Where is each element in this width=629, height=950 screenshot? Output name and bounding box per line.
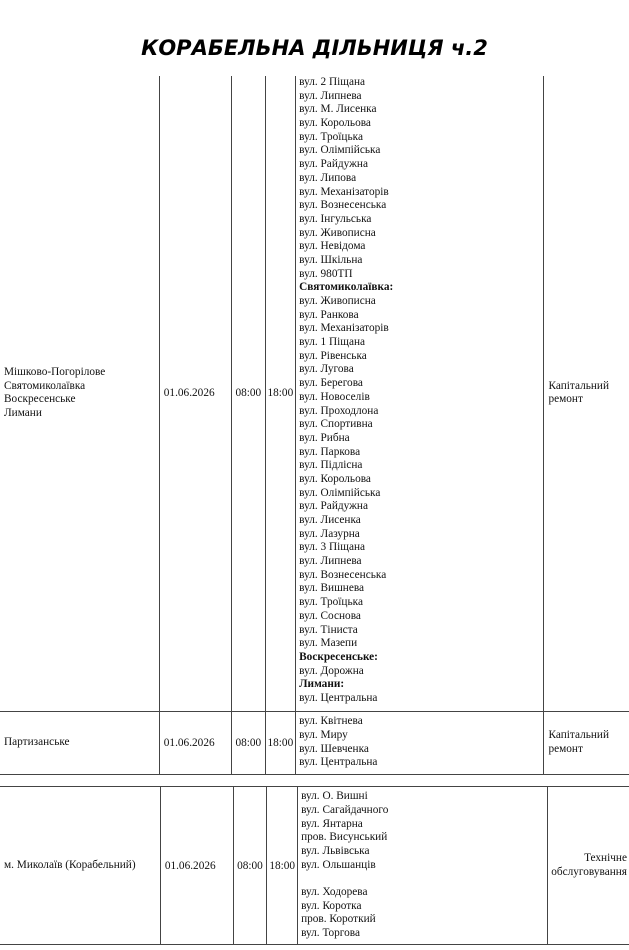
street-item: пров. Висунський	[301, 831, 388, 844]
streets-cell	[296, 711, 544, 774]
street-item: вул. Новоселів	[299, 390, 370, 403]
work-type-cell	[544, 711, 629, 774]
street-item: вул. Корольова	[299, 117, 371, 130]
street-item: вул. Дорожна	[299, 664, 364, 677]
settlement-names	[4, 366, 155, 421]
text-line: Партизанське	[4, 735, 70, 748]
text-line: Технічне	[584, 851, 627, 864]
start-time-cell: 08:00	[233, 787, 267, 945]
end-time-cell: 18:00	[265, 711, 296, 774]
table-row	[0, 711, 629, 774]
settlement-names	[4, 859, 156, 873]
street-list	[299, 76, 540, 706]
street-item: вул. Берегова	[299, 377, 363, 390]
street-item: вул. Вишнева	[299, 582, 365, 595]
end-time-cell: 18:00	[267, 787, 298, 945]
settlement-cell	[0, 787, 160, 945]
text-line: Святомиколаївка	[4, 379, 86, 392]
start-time-cell: 08:00	[232, 711, 266, 774]
street-item: вул. Лугова	[299, 363, 354, 376]
outage-table-part-2	[0, 786, 629, 945]
streets-cell	[296, 76, 544, 711]
street-item: вул. Торгова	[301, 927, 360, 940]
text-line: м. Миколаїв (Корабельний)	[4, 858, 136, 871]
street-item: вул. Вознесенська	[299, 199, 387, 212]
date-cell: 01.06.2026	[160, 787, 233, 945]
locality-header: Лимани:	[299, 678, 345, 691]
text-line: Капітальний	[548, 379, 610, 392]
street-item: вул. М. Лисенка	[299, 103, 377, 116]
street-item: вул. Миру	[299, 728, 348, 741]
street-item: вул. Механізаторів	[299, 322, 389, 335]
page-title: КОРАБЕЛЬНА ДІЛЬНИЦЯ ч.2	[141, 36, 488, 60]
work-type	[550, 852, 627, 879]
locality-header: Святомиколаївка:	[299, 281, 394, 294]
street-item: вул. Рівенська	[299, 349, 367, 362]
street-item: вул. Львівська	[301, 844, 370, 857]
street-item: вул. Центральна	[299, 691, 378, 704]
street-item: вул. Живописна	[299, 226, 376, 239]
streets-cell	[298, 787, 548, 945]
street-item: вул. Невідома	[299, 240, 366, 253]
street-item: вул. Рибна	[299, 431, 350, 444]
street-item: вул. Ольшанців	[301, 858, 376, 871]
street-item: вул. О. Вишні	[301, 790, 368, 803]
street-item: вул. Корольова	[299, 472, 371, 485]
street-item: вул. Райдужна	[299, 500, 368, 513]
street-item: вул. Райдужна	[299, 158, 368, 171]
text-line: Лимани	[4, 406, 42, 419]
street-item: вул. Троїцька	[299, 596, 363, 609]
street-item: вул. Ранкова	[299, 308, 359, 321]
street-item: вул. Ходорева	[301, 886, 368, 899]
street-item: вул. Лисенка	[299, 514, 361, 526]
street-item: пров. Короткий	[301, 913, 376, 926]
street-item: вул. Мазепи	[299, 637, 358, 650]
settlement-cell	[0, 711, 159, 774]
start-time-cell: 08:00	[232, 76, 266, 711]
street-item: вул. Квітнева	[299, 715, 363, 728]
text-line: ремонт	[548, 393, 583, 406]
street-item: вул. Тіниста	[299, 623, 358, 636]
street-item: вул. Коротка	[301, 899, 362, 912]
table-row	[0, 76, 629, 711]
work-type-cell	[548, 787, 629, 945]
street-item: вул. Троїцька	[299, 130, 363, 143]
text-line: Воскресенське	[4, 393, 76, 406]
work-type	[548, 380, 625, 407]
street-item: вул. Олімпійська	[299, 486, 381, 499]
text-line: Мішково-Погорілове	[4, 365, 106, 378]
street-item: вул. Підлісна	[299, 459, 363, 472]
work-type-cell	[544, 76, 629, 711]
street-item: вул. Липова	[299, 171, 357, 184]
street-item: вул. Липнева	[299, 89, 362, 102]
street-item: вул. Олімпійська	[299, 144, 381, 157]
street-item: вул. Янтарна	[301, 817, 363, 830]
street-item: вул. Лазурна	[299, 527, 360, 540]
street-item: вул. Соснова	[299, 609, 361, 622]
street-list	[299, 715, 540, 770]
street-item: вул. 1 Піщана	[299, 336, 366, 349]
street-item: вул. Проходлона	[299, 404, 379, 417]
street-item: вул. Липнева	[299, 555, 362, 568]
text-line: ремонт	[548, 742, 583, 755]
street-item: вул. Центральна	[299, 756, 378, 769]
street-item	[301, 872, 544, 886]
text-line: обслуговування	[551, 865, 627, 878]
street-item: вул. Механізаторів	[299, 185, 389, 198]
text-line: Капітальний	[548, 728, 610, 741]
street-item: вул. Паркова	[299, 445, 361, 458]
work-type	[548, 729, 625, 756]
street-item: вул. 3 Піщана	[299, 541, 366, 554]
date-cell: 01.06.2026	[159, 711, 231, 774]
end-time-cell: 18:00	[265, 76, 296, 711]
street-list	[301, 790, 544, 941]
settlement-cell	[0, 76, 159, 711]
street-item: вул. Інгульська	[299, 212, 372, 225]
street-item: вул. 980ТП	[299, 267, 353, 280]
street-item: вул. Живописна	[299, 295, 376, 307]
street-item: вул. Вознесенська	[299, 568, 387, 581]
date-cell: 01.06.2026	[159, 76, 231, 711]
locality-header: Воскресенське:	[299, 650, 378, 663]
street-item: вул. Шкільна	[299, 253, 363, 266]
outage-table-part-1	[0, 76, 629, 775]
street-item: вул. 2 Піщана	[299, 76, 366, 88]
street-item: вул. Шевченка	[299, 742, 369, 755]
settlement-names	[4, 736, 155, 750]
table-row	[0, 787, 629, 945]
street-item: вул. Спортивна	[299, 418, 373, 431]
street-item: вул. Сагайдачного	[301, 803, 389, 816]
